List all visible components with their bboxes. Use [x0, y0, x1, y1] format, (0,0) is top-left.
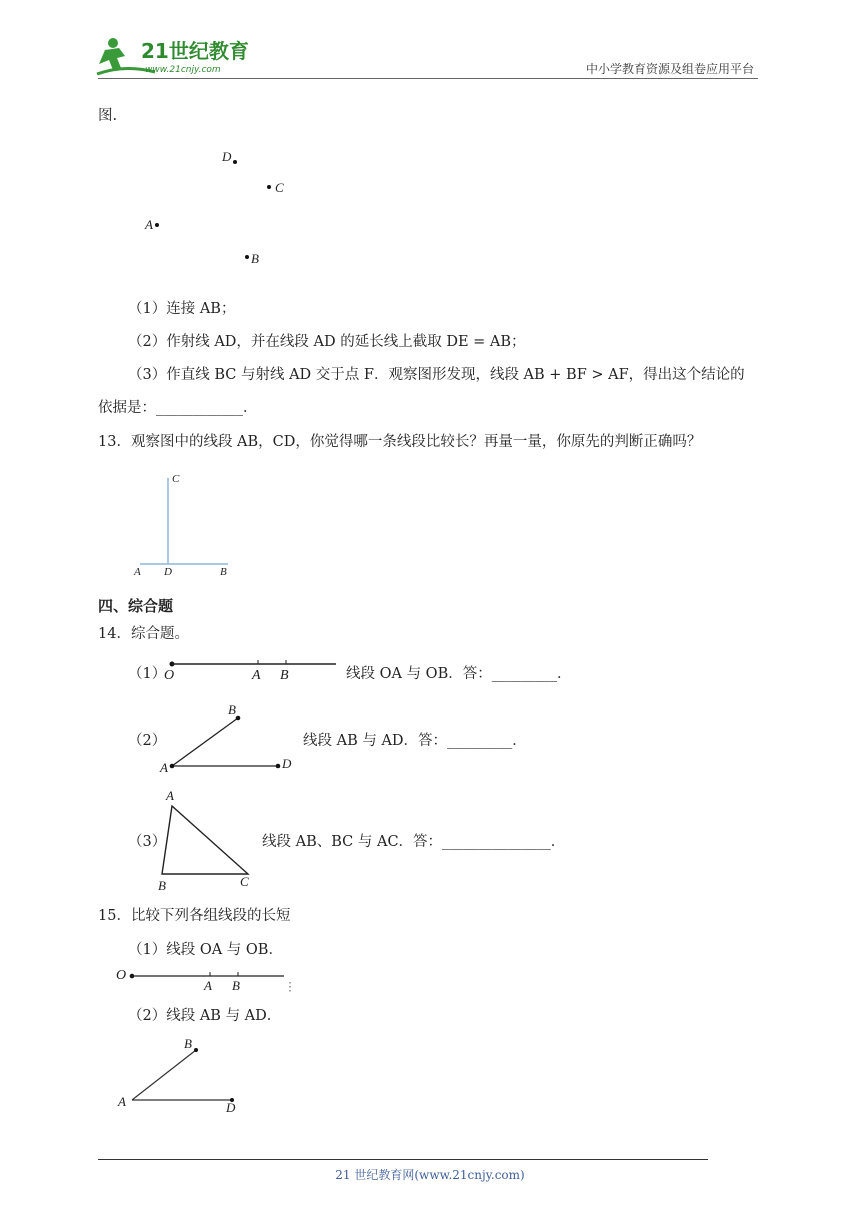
- q13-figure: [128, 470, 238, 585]
- q15p1-label-o: O: [116, 968, 127, 983]
- q15p2-label-d: D: [226, 1100, 236, 1115]
- q15-part2-figure: [114, 1034, 254, 1118]
- footer-divider: [98, 1159, 708, 1160]
- header-divider: [98, 78, 758, 79]
- footer-text: 21 世纪教育网(www.21cnjy.com): [335, 1168, 525, 1182]
- q14-part1-text: 线段 OA 与 OB．答：_________．: [346, 666, 572, 682]
- intro-tail: 图.: [98, 108, 118, 124]
- svg-text:www.21cnjy.com: www.21cnjy.com: [145, 65, 221, 75]
- points-figure: [140, 145, 300, 275]
- q13-text: 13．观察图中的线段 AB，CD，你觉得哪一条线段比较长？再量一量，你原先的判断正确吗？: [98, 434, 702, 450]
- q13-label-d: D: [164, 566, 172, 578]
- q15p1-label-b: B: [232, 978, 240, 993]
- q15p2-label-a: A: [118, 1094, 126, 1109]
- point-b: [245, 255, 249, 259]
- q12-part3-basis: 依据是：____________．: [98, 400, 258, 416]
- q14p1-label-a: A: [252, 668, 261, 683]
- q13-label-c: C: [172, 473, 180, 485]
- point-label-d: D: [222, 149, 232, 164]
- q14-part1-figure: [160, 656, 340, 690]
- point-label-a: A: [145, 217, 153, 232]
- q14-part3-text: 线段 AB、BC 与 AC．答：_______________．: [262, 834, 566, 850]
- q15p2-label-b: B: [184, 1036, 192, 1051]
- q14-part1-num: （1）: [128, 666, 167, 682]
- q15-part2: （2）线段 AB 与 AD．: [128, 1008, 282, 1024]
- q14p3-label-c: C: [240, 874, 249, 889]
- point-label-c: C: [275, 180, 284, 195]
- q14p2-label-a: A: [160, 760, 168, 775]
- q13-label-a: A: [134, 566, 141, 578]
- q14-title: 14．综合题。: [98, 626, 189, 642]
- q15p1-label-a: A: [204, 978, 212, 993]
- q14p3-label-b: B: [158, 878, 166, 893]
- site-logo: [95, 34, 255, 80]
- runner-logo-icon: [95, 34, 255, 80]
- q12-part3: （3）作直线 BC 与射线 AD 交于点 F．观察图形发现，线段 AB + BF > AF，得出这个结论的: [128, 367, 745, 383]
- q14p1-label-o: O: [164, 668, 175, 683]
- point-a: [155, 223, 159, 227]
- q13-label-b: B: [220, 566, 227, 578]
- q14-part2-num: （2）: [128, 733, 167, 749]
- section-title: 四、综合题: [98, 597, 174, 615]
- platform-tagline: 中小学教育资源及组卷应用平台: [585, 62, 754, 76]
- point-d: [233, 160, 237, 164]
- q12-part1: （1）连接 AB；: [128, 301, 236, 317]
- point-label-b: B: [251, 251, 259, 266]
- q14-ray-drawing: [160, 656, 340, 690]
- q15-part1-figure: [112, 966, 302, 996]
- q14p3-label-a: A: [166, 788, 174, 803]
- q15-part1: （1）线段 OA 与 OB．: [128, 942, 283, 958]
- svg-text:21世纪教育: 21世纪教育: [141, 39, 249, 63]
- q12-part2: （2）作射线 AD，并在线段 AD 的延长线上截取 DE = AB；: [128, 334, 526, 350]
- q14-part2-figure: [158, 702, 298, 778]
- q14-part3-num: （3）: [128, 834, 167, 850]
- q14-part3-figure: [154, 786, 264, 896]
- q14-part2-text: 线段 AB 与 AD．答：_________．: [303, 733, 527, 749]
- q14p2-label-b: B: [228, 702, 236, 717]
- q14p2-label-d: D: [282, 756, 292, 771]
- q14p1-label-b: B: [280, 668, 289, 683]
- point-c: [267, 185, 271, 189]
- q15-title: 15．比较下列各组线段的长短: [98, 908, 291, 924]
